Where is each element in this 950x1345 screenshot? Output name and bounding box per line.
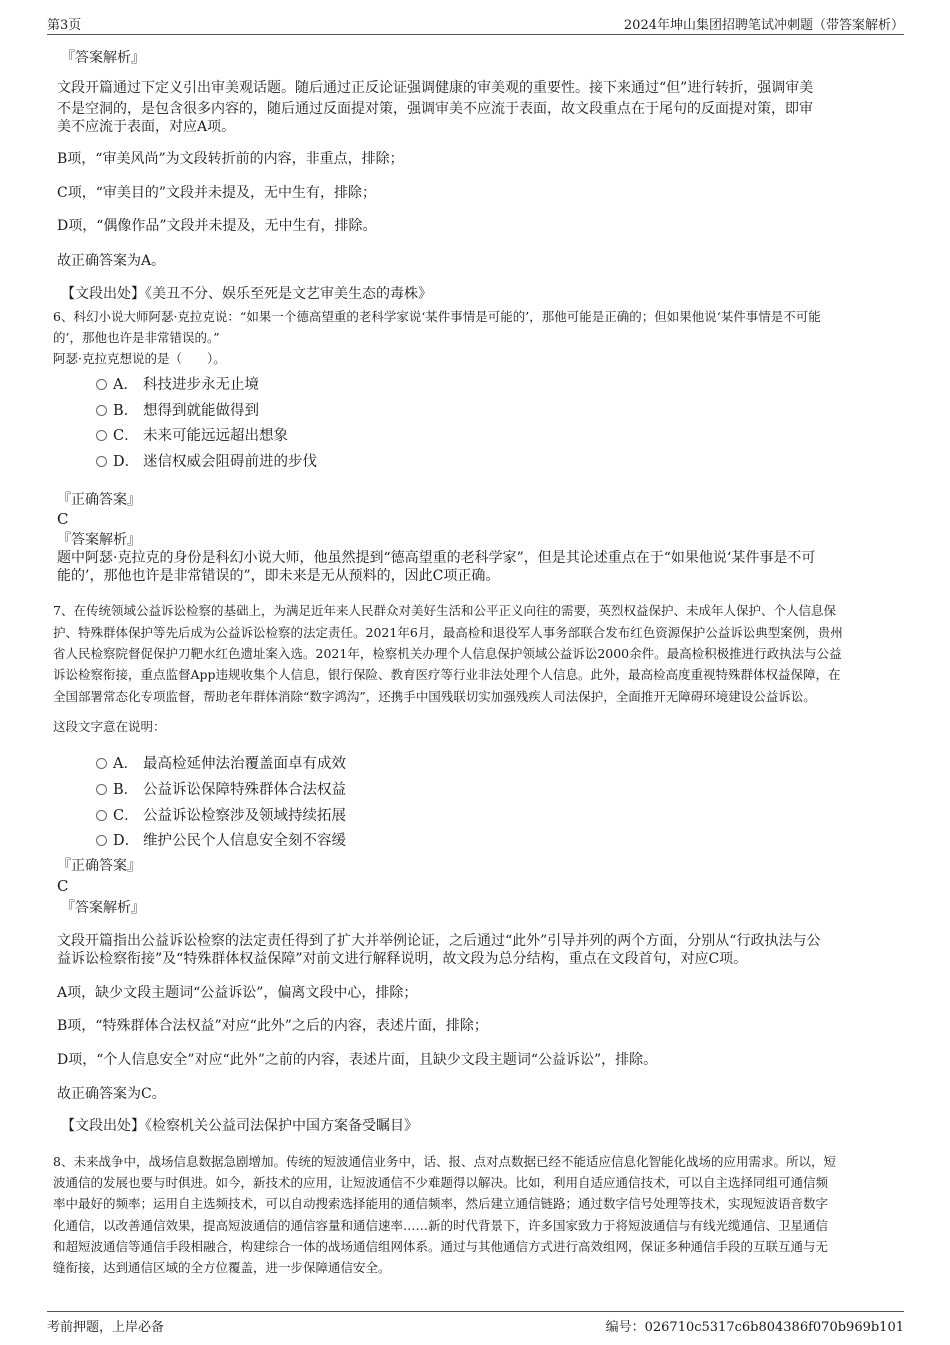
q7-stem-line-5: 全国部署常态化专项监督，帮助老年群体消除“数字鸿沟”，还携手中国残联切实加强残疾人司法保护，全面推开无障碍环境建设公益诉讼。 <box>53 689 816 704</box>
q7-stem-line-1: 7、在传统领域公益诉讼检察的基础上，为满足近年来人民群众对美好生活和公平正义向往的需要，英烈权益保护、未成年人保护、个人信息保 <box>53 603 836 618</box>
q7-conclusion: 故正确答案为C。 <box>57 1086 166 1102</box>
page-header <box>47 14 904 35</box>
q5-source: 【文段出处】《美丑不分、娱乐至死是文艺审美生态的毒株》 <box>61 286 432 302</box>
radio-icon[interactable] <box>96 456 107 467</box>
radio-icon[interactable] <box>96 784 107 795</box>
q6-analysis-line-1: 题中阿瑟·克拉克的身份是科幻小说大师，他虽然提到“德高望重的老科学家”，但是其论述重点在于“如果他说‘某件事是不可 <box>57 550 816 566</box>
q7-option-b[interactable]: B． 公益诉讼保障特殊群体合法权益 <box>96 778 346 799</box>
q7-question: 这段文字意在说明： <box>53 719 166 734</box>
q7-stem-line-3: 省人民检察院督促保护刀靶水红色遗址案入选。2021年，检察机关办理个人信息保护领域公益诉讼2000余件。最高检积极推进行政执法与公益 <box>53 646 842 661</box>
q6-option-c[interactable]: C． 未来可能远远超出想象 <box>96 424 288 445</box>
q6-correct-label: 『正确答案』 <box>57 492 141 508</box>
q6-analysis-line-2: 能的’，那他也许是非常错误的”，即未来是无从预料的，因此C项正确。 <box>57 568 500 584</box>
q7-stem-line-2: 护、特殊群体保护等先后成为公益诉讼检察的法定责任。2021年6月，最高检和退役军人事务部联合发布红色资源保护公益诉讼典型案例，贵州 <box>53 625 843 640</box>
radio-icon[interactable] <box>96 379 107 390</box>
q6-answer: C <box>57 510 69 528</box>
radio-icon[interactable] <box>96 405 107 416</box>
page-number: 第3页 <box>47 18 82 33</box>
footer-slogan: 考前押题，上岸必备 <box>47 1320 165 1335</box>
q7-option-c[interactable]: C． 公益诉讼检察涉及领域持续拓展 <box>96 804 346 825</box>
q8-stem-line-6: 缝衔接，达到通信区域的全方位覆盖，进一步保障通信安全。 <box>53 1260 391 1275</box>
q6-stem-line-3: 阿瑟·克拉克想说的是（ ）。 <box>53 351 226 366</box>
q7-correct-label: 『正确答案』 <box>57 858 141 874</box>
q7-answer: C <box>57 877 69 895</box>
q5-analysis-label: 『答案解析』 <box>61 50 145 66</box>
q7-option-b-note: B项，“特殊群体合法权益”对应“此外”之后的内容，表述片面，排除； <box>57 1018 488 1034</box>
q6-analysis-label: 『答案解析』 <box>57 532 141 548</box>
q6-option-a[interactable]: A． 科技进步永无止境 <box>96 373 259 394</box>
radio-icon[interactable] <box>96 758 107 769</box>
q6-option-b[interactable]: B． 想得到就能做得到 <box>96 399 259 420</box>
q5-option-d-note: D项，“偶像作品”文段并未提及，无中生有，排除。 <box>57 218 377 234</box>
q7-option-a-note: A项，缺少文段主题词“公益诉讼”，偏离文段中心，排除； <box>57 985 418 1001</box>
q6-stem-line-1: 6、科幻小说大师阿瑟·克拉克说：“如果一个德高望重的老科学家说‘某件事情是可能的’，那他可能是正确的；但如果他说‘某件事情是不可能 <box>53 309 821 324</box>
q5-option-b-note: B项，“审美风尚”为文段转折前的内容，非重点，排除； <box>57 151 404 167</box>
q7-option-a[interactable]: A． 最高检延伸法治覆盖面卓有成效 <box>96 752 346 773</box>
radio-icon[interactable] <box>96 835 107 846</box>
q7-analysis-line-2: 益诉讼检察衔接”及“特殊群体权益保障”对前文进行解释说明，故文段为总分结构，重点在文段首句，对应C项。 <box>57 951 748 967</box>
q8-stem-line-5: 和超短波通信等通信手段相融合，构建综合一体的战场通信组网体系。通过与其他通信方式进行高效组网，保证多种通信手段的互联互通与无 <box>53 1239 829 1254</box>
document-code: 编号：026710c5317c6b804386f070b969b101 <box>605 1320 904 1335</box>
q7-analysis-label: 『答案解析』 <box>61 900 145 916</box>
q6-stem-line-2: 的’，那他也许是非常错误的。” <box>53 330 220 345</box>
q8-stem-line-1: 8、未来战争中，战场信息数据急剧增加。传统的短波通信业务中，话、报、点对点数据已经不能适应信息化智能化战场的应用需求。所以，短 <box>53 1154 836 1169</box>
q7-source: 【文段出处】《检察机关公益司法保护中国方案备受瞩目》 <box>61 1118 418 1134</box>
q7-option-d-note: D项，“个人信息安全”对应“此外”之前的内容，表述片面，且缺少文段主题词“公益诉讼”，排除。 <box>57 1052 658 1068</box>
radio-icon[interactable] <box>96 430 107 441</box>
document-title: 2024年坤山集团招聘笔试冲刺题（带答案解析） <box>623 18 904 33</box>
q8-stem-line-2: 波通信的发展也要与时俱进。如今，新技术的应用，让短波通信不少难题得以解决。比如，利用自适应通信技术，可以自主选择同组可通信频 <box>53 1175 829 1190</box>
q7-analysis-line-1: 文段开篇指出公益诉讼检察的法定责任得到了扩大并举例论证，之后通过“此外”引导并列的两个方面，分别从“行政执法与公 <box>57 933 821 949</box>
q6-option-d[interactable]: D． 迷信权威会阻碍前进的步伐 <box>96 450 317 471</box>
page-footer <box>47 1311 904 1337</box>
q7-option-d[interactable]: D． 维护公民个人信息安全刻不容缓 <box>96 829 346 850</box>
q5-analysis-line-1: 文段开篇通过下定义引出审美观话题。随后通过正反论证强调健康的审美观的重要性。接下来通过“但”进行转折，强调审美 <box>57 80 814 96</box>
q5-analysis-line-2: 不是空洞的，是包含很多内容的，随后通过反面提对策，强调审美不应流于表面，故文段重点在于尾句的反面提对策，即审 <box>57 101 813 117</box>
q5-conclusion: 故正确答案为A。 <box>57 253 166 269</box>
q7-stem-line-4: 诉讼检察衔接，重点监督App违规收集个人信息，银行保险、教育医疗等行业非法处理个人信息。此外，最高检高度重视特殊群体权益保障，在 <box>53 667 841 682</box>
q8-stem-line-3: 率中最好的频率；运用自主选频技术，可以自动搜索选择能用的通信频率，然后建立通信链路；通过数字信号处理等技术，实现短波语音数字 <box>53 1196 829 1211</box>
q5-analysis-line-3: 美不应流于表面，对应A项。 <box>57 119 236 135</box>
q5-option-c-note: C项，“审美目的”文段并未提及，无中生有，排除； <box>57 185 377 201</box>
radio-icon[interactable] <box>96 810 107 821</box>
q8-stem-line-4: 化通信，以改善通信效果，提高短波通信的通信容量和通信速率……新的时代背景下，许多国家致力于将短波通信与有线光缆通信、卫星通信 <box>53 1218 829 1233</box>
